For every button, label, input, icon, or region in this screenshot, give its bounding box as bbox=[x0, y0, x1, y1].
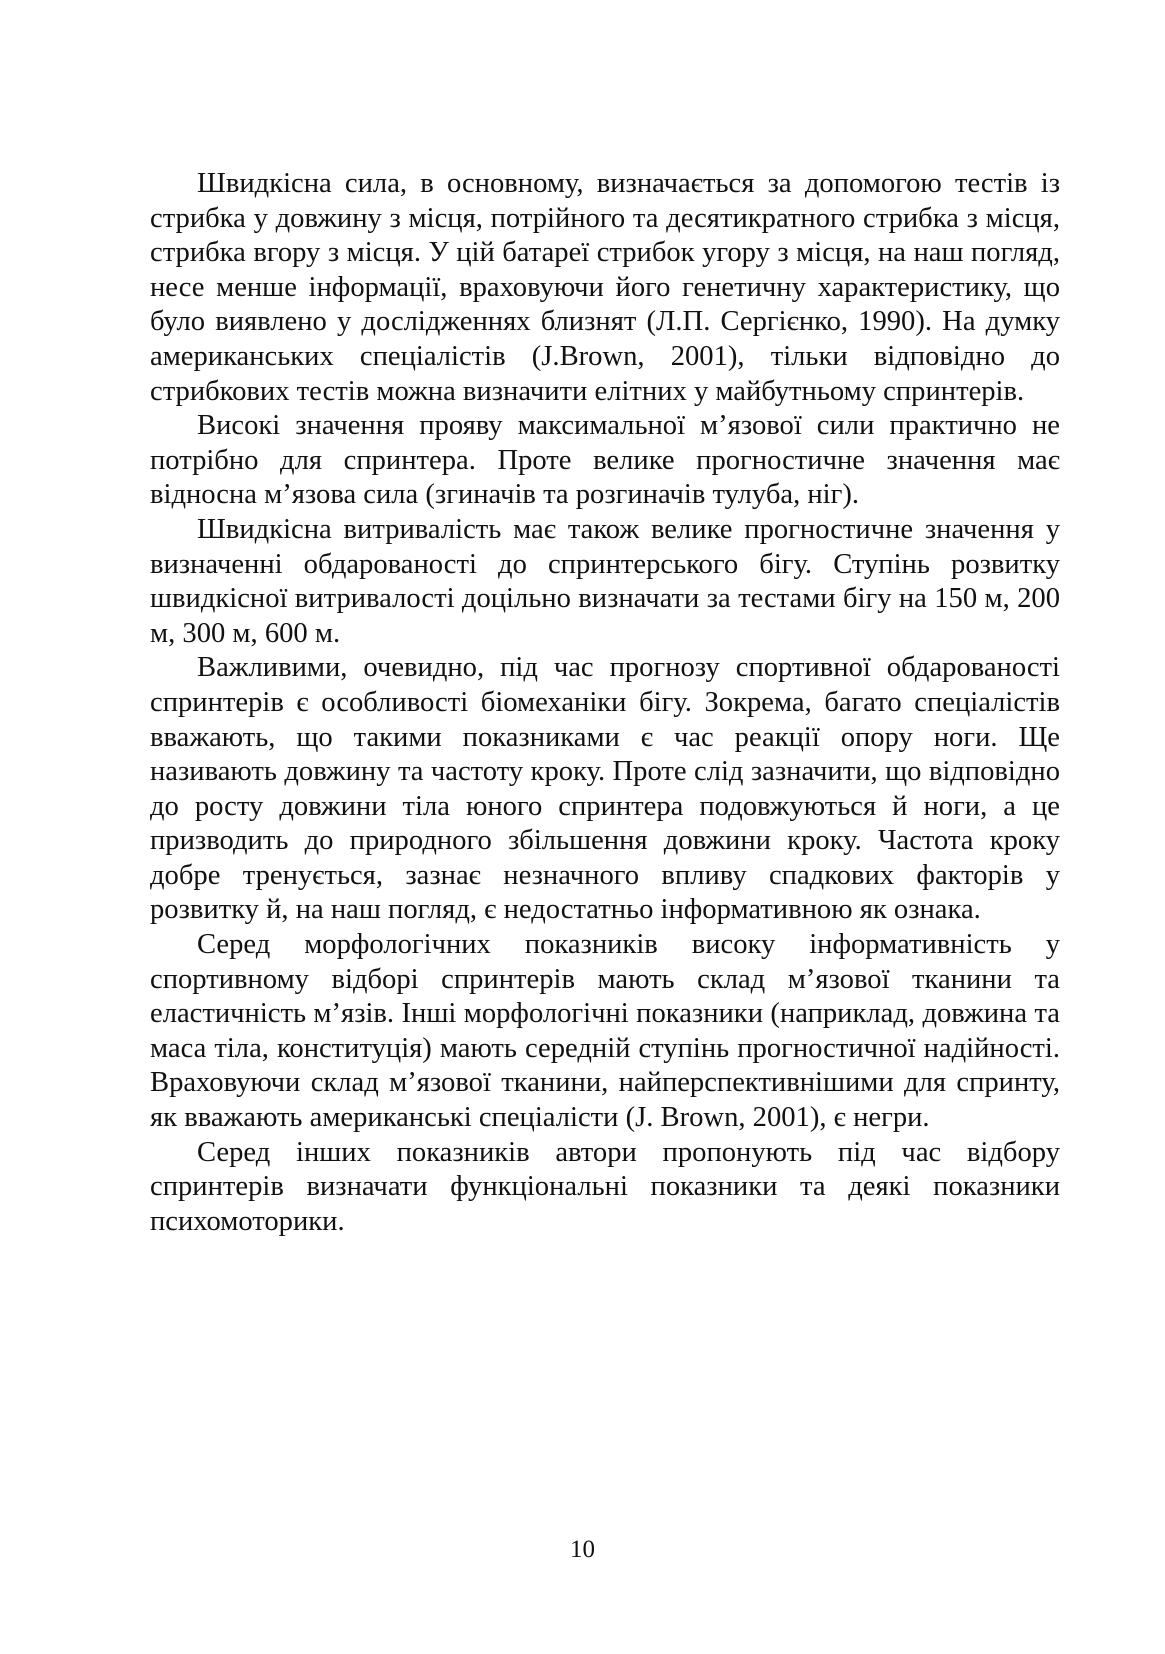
paragraph: Швидкісна сила, в основному, визначається за допомогою тестів із стрибка у довжину з місця, потрійного та десятикратного стрибка з місця, стрибка вгору з місця. У цій батареї стрибок угору з місця, на наш погляд, несе менше інформації, враховуючи його генетичну характеристику, що було виявлено у дослідженнях близнят (Л.П. Сергієнко, 1990). На думку американських спеціалістів (J.Brown, 2001), тільки відповідно до стрибкових тестів можна визначити елітних у майбутньому спринтерів. bbox=[150, 168, 1060, 407]
paragraph: Швидкісна витривалість має також велике прогностичне значення у визначенні обдарованості до спринтерського бігу. Ступінь розвитку швидкісної витривалості доцільно визначати за тестами бігу на 150 м, 200 м, 300 м, 600 м. bbox=[150, 513, 1060, 649]
paragraph: Серед морфологічних показників високу інформативність у спортивному відборі спринтерів мають склад м’язової тканини та еластичність м’язів. Інші морфологічні показники (наприклад, довжина та маса тіла, конституція) мають середній ступінь прогностичної надійності. Враховуючи склад м’язової тканини, найперспективнішими для спринту, як вважають американські спеціалісти (J. Brown, 2001), є негри. bbox=[150, 929, 1060, 1134]
paragraph: Високі значення прояву максимальної м’язової сили практично не потрібно для спринтера. Проте велике прогностичне значення має відносна м’язова сила (згиначів та розгиначів тулуба, ніг). bbox=[150, 410, 1060, 511]
paragraph: Серед інших показників автори пропонують під час відбору спринтерів визначати функціональні показники та деякі показники психомоторики. bbox=[150, 1136, 1060, 1237]
page-number: 10 bbox=[570, 1536, 595, 1563]
paragraph: Важливими, очевидно, під час прогнозу спортивної обдарованості спринтерів є особливості біомеханіки бігу. Зокрема, багато спеціалістів вважають, що такими показниками є час реакції опору ноги. Ще називають довжину та частоту кроку. Проте слід зазначити, що відповідно до росту довжини тіла юного спринтера подовжуються й ноги, а це призводить до природного збільшення довжини кроку. Частота кроку добре тренується, зазнає незначного впливу спадкових факторів у розвитку й, на наш погляд, є недостатньо інформативною як ознака. bbox=[150, 652, 1060, 926]
body-text bbox=[150, 167, 1060, 1239]
